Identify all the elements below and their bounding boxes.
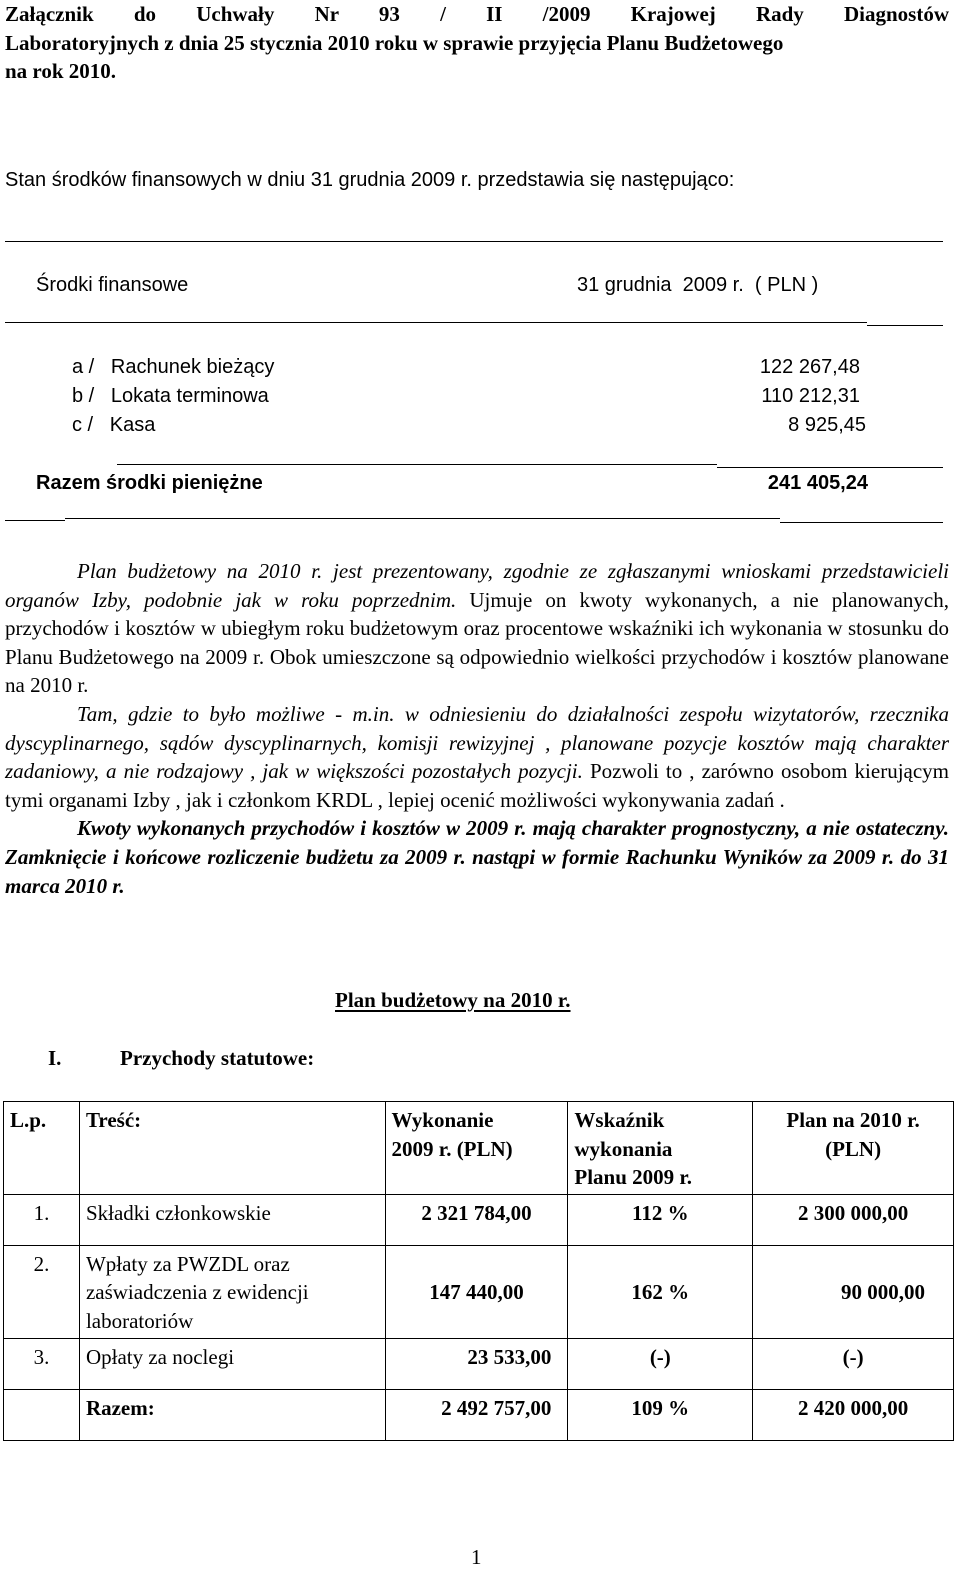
total-exec: 2 492 757,00 bbox=[385, 1389, 568, 1440]
row2-plan: 90 000,00 bbox=[753, 1245, 954, 1338]
stan-item-a-value: 122 267,48 bbox=[759, 356, 860, 378]
body-p2-regular: Pozwoli to , zarówno osobom kierującym tymi organami Izby , jak i członkom KRDL , lepiej ocenić możliwości wykonywania zadań . bbox=[5, 759, 950, 812]
row1-lp: 1. bbox=[4, 1194, 80, 1245]
total-pct: 109 % bbox=[568, 1389, 753, 1440]
row2-pct: 162 % bbox=[568, 1245, 753, 1338]
header-wykonanie: Wykonanie 2009 r. (PLN) bbox=[385, 1102, 568, 1195]
stan-col-left: Środki finansowe bbox=[36, 274, 189, 296]
row2-lp: 2. bbox=[4, 1245, 80, 1338]
header-wskaznik: Wskaźnik wykonania Planu 2009 r. bbox=[568, 1102, 753, 1195]
stan-item-b-value: 110 212,31 bbox=[761, 385, 860, 407]
body-p1-regular: Ujmuje on kwoty wykonanych, a nie planowanych, przychodów i kosztów w ubiegłym roku budżetowym oraz procentowe wskaźniki ich wykonania w stosunku do Planu Budżetowego na 2009 r. Obok umieszczone są odpowiednio wielkości przychodów i kosztów planowane na 2010 r. bbox=[5, 587, 949, 698]
table-row bbox=[4, 1338, 954, 1389]
stan-item-c-label: c / Kasa bbox=[72, 414, 156, 436]
stan-item-c-value: 8 925,45 bbox=[788, 414, 866, 436]
header-line-1: Załącznik do Uchwały Nr 93 / II /2009 Krajowej Rady Diagnostów bbox=[5, 2, 949, 26]
section-number: I. bbox=[48, 1046, 62, 1070]
row3-plan: (-) bbox=[753, 1338, 954, 1389]
rule-under-header-left bbox=[5, 322, 867, 323]
page-number: 1 bbox=[471, 1545, 482, 1569]
row1-name: Składki członkowskie bbox=[79, 1194, 385, 1245]
total-lp-empty bbox=[4, 1389, 80, 1440]
stan-col-right: 31 grudnia 2009 r. ( PLN ) bbox=[577, 274, 819, 296]
row2-exec: 147 440,00 bbox=[385, 1245, 568, 1338]
rule-before-total-right bbox=[717, 467, 943, 468]
row3-name: Opłaty za noclegi bbox=[79, 1338, 385, 1389]
body-text bbox=[5, 557, 949, 900]
total-plan: 2 420 000,00 bbox=[753, 1389, 954, 1440]
stan-intro: Stan środków finansowych w dniu 31 grudnia 2009 r. przedstawia się następująco: bbox=[5, 169, 735, 191]
row1-exec: 2 321 784,00 bbox=[385, 1194, 568, 1245]
body-p1-italic: Plan budżetowy na 2010 r. jest prezentowany, zgodnie ze zgłaszanymi wnioskami przedstawicieli organów Izby, podobnie jak w roku poprzednim. bbox=[5, 559, 949, 612]
row3-lp: 3. bbox=[4, 1338, 80, 1389]
row1-plan: 2 300 000,00 bbox=[753, 1194, 954, 1245]
stan-total-label: Razem środki pieniężne bbox=[36, 472, 263, 494]
rule-after-total-c bbox=[780, 522, 943, 523]
header-line-3: na rok 2010. bbox=[5, 59, 117, 84]
body-p3: Kwoty wykonanych przychodów i kosztów w 2009 r. mają charakter prognostyczny, a nie ostateczny. Zamknięcie i końcowe rozliczenie budżetu za 2009 r. nastąpi w formie Rachunku Wyników za 2009 r. do 31 marca 2010 r. bbox=[5, 816, 949, 898]
rule-under-header-right bbox=[867, 325, 943, 326]
table-total-row bbox=[4, 1389, 954, 1440]
document-header bbox=[5, 0, 949, 86]
section-title: Przychody statutowe: bbox=[120, 1046, 315, 1070]
income-table bbox=[3, 1101, 954, 1441]
plan-title: Plan budżetowy na 2010 r. bbox=[335, 988, 571, 1012]
row3-pct: (-) bbox=[568, 1338, 753, 1389]
rule-after-total-a bbox=[5, 520, 65, 521]
rule-after-total-b bbox=[65, 518, 780, 519]
rule-before-total-left bbox=[117, 464, 717, 465]
stan-total-value: 241 405,24 bbox=[767, 472, 868, 494]
rule-top bbox=[5, 241, 943, 242]
table-header-row bbox=[4, 1102, 954, 1195]
header-plan: Plan na 2010 r. (PLN) bbox=[753, 1102, 954, 1195]
stan-item-b-label: b / Lokata terminowa bbox=[72, 385, 269, 407]
total-label: Razem: bbox=[79, 1389, 385, 1440]
header-tresc: Treść: bbox=[79, 1102, 385, 1195]
header-line-2: Laboratoryjnych z dnia 25 stycznia 2010 roku w sprawie przyjęcia Planu Budżetowego bbox=[5, 30, 784, 55]
row2-name: Wpłaty za PWZDL oraz zaświadczenia z ewidencji laboratoriów bbox=[79, 1245, 385, 1338]
row3-exec: 23 533,00 bbox=[385, 1338, 568, 1389]
stan-item-a-label: a / Rachunek bieżący bbox=[72, 356, 275, 378]
table-row bbox=[4, 1245, 954, 1338]
table-row bbox=[4, 1194, 954, 1245]
header-lp: L.p. bbox=[4, 1102, 80, 1195]
row1-pct: 112 % bbox=[568, 1194, 753, 1245]
body-p2-italic: Tam, gdzie to było możliwe - m.in. w odniesieniu do działalności zespołu wizytatorów, rzecznika dyscyplinarnego, sądów dyscyplinarnych, komisji rewizyjnej , planowane pozycje kosztów mają charakter zadaniowy, a nie rodzajowy , jak w większości pozostałych pozycji. bbox=[5, 701, 949, 784]
